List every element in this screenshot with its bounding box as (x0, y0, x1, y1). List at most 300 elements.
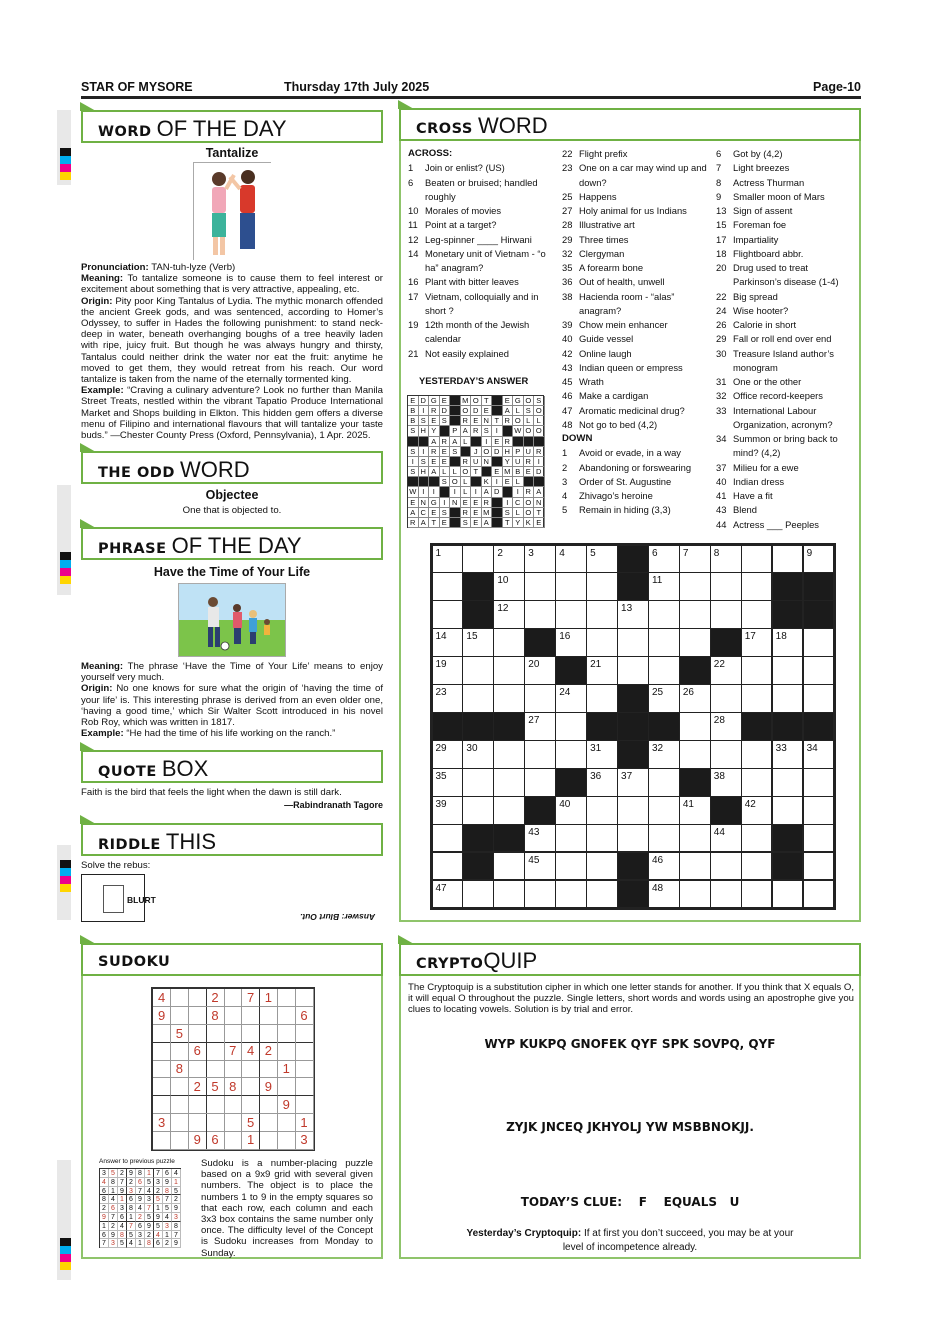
crossword-cell[interactable] (618, 769, 648, 796)
crossword-cell[interactable] (556, 573, 586, 600)
clue-number: 35 (562, 262, 573, 273)
crossword-cell[interactable] (680, 881, 710, 908)
crossword-cell[interactable] (649, 853, 679, 880)
crossword-cell[interactable] (463, 657, 493, 684)
sudoku-cell[interactable]: 1 (278, 1060, 296, 1078)
crossword-cell[interactable] (463, 629, 493, 656)
previous-sudoku-answer (99, 1168, 181, 1248)
crossword-cell[interactable] (494, 685, 524, 712)
sudoku-cell[interactable] (171, 1007, 189, 1025)
sudoku-cell[interactable] (295, 989, 313, 1007)
sudoku-cell[interactable]: 5 (242, 1114, 260, 1132)
previous-sudoku-cell: 1 (100, 1222, 109, 1231)
crossword-cell[interactable] (556, 881, 586, 908)
crossword-cell[interactable] (742, 881, 772, 908)
crossword-cell[interactable] (649, 881, 679, 908)
crossword-cell[interactable] (680, 573, 710, 600)
crossword-cell[interactable] (587, 853, 617, 880)
sudoku-cell[interactable]: 5 (171, 1025, 189, 1043)
sudoku-cell[interactable]: 7 (242, 989, 260, 1007)
crossword-cell[interactable] (433, 769, 463, 796)
sudoku-cell[interactable]: 8 (206, 1007, 224, 1025)
clue-text: Hacienda room - “alas” anagram? (579, 290, 675, 316)
answer-letter: I (419, 406, 430, 416)
answer-letter: N (482, 416, 493, 426)
sudoku-cell[interactable] (206, 1060, 224, 1078)
crossword-cell[interactable] (463, 881, 493, 908)
crossword-cell[interactable] (525, 741, 555, 768)
crossword-cell[interactable] (525, 601, 555, 628)
sudoku-cell[interactable] (224, 1060, 242, 1078)
sudoku-cell[interactable] (189, 1060, 207, 1078)
sudoku-cell[interactable] (242, 1025, 260, 1043)
sudoku-cell[interactable] (189, 1025, 207, 1043)
sudoku-cell[interactable] (153, 1060, 171, 1078)
answer-letter: S (450, 447, 461, 457)
answer-letter: Y (503, 457, 514, 467)
clue-text: Order of St. Augustine (579, 475, 672, 487)
crossword-cell[interactable] (587, 601, 617, 628)
crossword-cell[interactable] (773, 741, 803, 768)
crossword-cell[interactable] (711, 825, 741, 852)
answer-letter: S (419, 416, 430, 426)
crossword-cell[interactable] (711, 769, 741, 796)
down-clue-32 (716, 389, 858, 403)
sudoku-cell[interactable]: 8 (171, 1060, 189, 1078)
crossword-cell[interactable] (463, 797, 493, 824)
sudoku-cell[interactable]: 2 (206, 989, 224, 1007)
crossword-cell[interactable] (587, 685, 617, 712)
crossword-block (773, 713, 803, 740)
sudoku-cell[interactable]: 1 (260, 989, 278, 1007)
previous-sudoku-cell: 7 (172, 1231, 181, 1240)
answer-letter: O (461, 406, 472, 416)
clue-number: 41 (716, 490, 727, 501)
crossword-cell[interactable] (804, 657, 834, 684)
crossword-cell[interactable] (587, 546, 617, 573)
crossword-cell[interactable] (525, 713, 555, 740)
crossword-cell[interactable] (525, 573, 555, 600)
answer-letter: S (482, 426, 493, 436)
crossword-cell[interactable] (804, 546, 834, 573)
sudoku-cell[interactable]: 9 (278, 1096, 296, 1114)
crossword-cell[interactable] (649, 741, 679, 768)
crossword-cell[interactable] (556, 601, 586, 628)
crossword-cell[interactable] (494, 657, 524, 684)
crossword-cell[interactable] (742, 629, 772, 656)
crossword-cell[interactable] (494, 629, 524, 656)
word-of-day-body: Pronunciation: TAN-tuh-lyze (Verb) Meaning: To tantalize someone is to cause them to feel interest or excitement about something that is very attractive, appealing, etc. Origin: Pity poor King Tantalus of Lydia. The mythic monarch offended the ancient Greek gods, and was sentenced, according to Homer’s Odyssey, to suffer in Hades the following punishment: to stand neck-deep in water, beneath overhanging boughs of a tree heavily laden with ripe, juicy fruit. But though he was always hungry and thirsty, Tantalus could neither drink the water nor eat the fruit: anytime he moved to get them, they would retreat from his reach. Our word tantalize is taken from the name of the eternally tormented king. Example: “Craving a culinary adventure? Look no further than Manila Street Treats, nestled within the vibrant Tapatio Produce International Market and Shops building in Elkton. This hidden gem offers a diverse menu of Filipino and international flavours that will tantalize your taste buds.” —Chester County Press (Oxford, Pennsylvania), 1 Apr. 2025. (81, 262, 384, 442)
down-clue-8 (716, 176, 858, 190)
answer-letter: S (408, 467, 419, 477)
answer-letter: I (429, 487, 440, 497)
crossword-cell[interactable] (433, 601, 463, 628)
crossword-cell[interactable] (804, 769, 834, 796)
crossword-cell[interactable] (649, 825, 679, 852)
sudoku-cell[interactable] (206, 1042, 224, 1060)
crossword-cell[interactable] (773, 629, 803, 656)
crossword-cell[interactable] (433, 685, 463, 712)
sudoku-cell[interactable] (295, 1078, 313, 1096)
crossword-cell[interactable] (680, 853, 710, 880)
crossword-cell[interactable] (742, 825, 772, 852)
sudoku-cell[interactable] (242, 1060, 260, 1078)
previous-sudoku-cell: 6 (136, 1178, 145, 1187)
crossword-cell[interactable] (587, 881, 617, 908)
cell-number: 20 (528, 659, 540, 671)
previous-sudoku-cell: 4 (154, 1231, 163, 1240)
answer-letter: S (503, 508, 514, 518)
crossword-cell[interactable] (742, 741, 772, 768)
crossword-cell[interactable] (556, 713, 586, 740)
crossword-cell[interactable] (433, 853, 463, 880)
clue-number: 20 (716, 262, 727, 273)
sudoku-cell[interactable] (171, 989, 189, 1007)
crossword-cell[interactable] (711, 573, 741, 600)
across-clue-42 (562, 347, 710, 361)
sudoku-cell[interactable] (153, 1131, 171, 1149)
registration-marks-3 (60, 860, 71, 892)
previous-sudoku-cell: 9 (163, 1178, 172, 1187)
sudoku-cell[interactable] (171, 1096, 189, 1114)
crossword-cell[interactable] (494, 601, 524, 628)
crossword-cell[interactable] (742, 573, 772, 600)
crossword-cell[interactable] (587, 629, 617, 656)
crossword-cell[interactable] (494, 853, 524, 880)
sudoku-cell[interactable] (153, 1096, 171, 1114)
crossword-cell[interactable] (680, 797, 710, 824)
sudoku-cell[interactable] (224, 1131, 242, 1149)
sudoku-cell[interactable] (206, 1096, 224, 1114)
clue-text: Smaller moon of Mars (733, 190, 825, 202)
crossword-cell[interactable] (711, 546, 741, 573)
crossword-cell[interactable] (433, 573, 463, 600)
sudoku-cell[interactable] (153, 1025, 171, 1043)
crossword-cell[interactable] (711, 741, 741, 768)
clue-number: 32 (562, 247, 573, 259)
sudoku-cell[interactable] (224, 1007, 242, 1025)
crossword-cell[interactable] (773, 797, 803, 824)
sudoku-cell[interactable] (189, 989, 207, 1007)
sudoku-cell[interactable] (153, 1078, 171, 1096)
answer-letter: L (534, 416, 545, 426)
sudoku-cell[interactable] (242, 1078, 260, 1096)
crossword-cell[interactable] (494, 769, 524, 796)
crossword-cell[interactable] (680, 825, 710, 852)
down-clue-22 (716, 290, 858, 304)
sudoku-cell[interactable] (260, 1131, 278, 1149)
crossword-cell[interactable] (804, 741, 834, 768)
sudoku-cell[interactable]: 6 (295, 1007, 313, 1025)
crossword-cell[interactable] (618, 601, 648, 628)
sudoku-cell[interactable] (206, 1025, 224, 1043)
crossword-cell[interactable] (649, 685, 679, 712)
crossword-cell[interactable] (525, 881, 555, 908)
crossword-cell[interactable] (556, 853, 586, 880)
cell-number: 36 (590, 770, 602, 782)
sudoku-cell[interactable] (278, 1131, 296, 1149)
crossword-cell[interactable] (525, 546, 555, 573)
answer-letter: C (513, 498, 524, 508)
sudoku-cell[interactable]: 3 (295, 1131, 313, 1149)
sudoku-cell[interactable]: 8 (224, 1078, 242, 1096)
previous-sudoku-cell: 3 (109, 1239, 118, 1248)
crossword-cell[interactable] (649, 797, 679, 824)
crossword-cell[interactable] (711, 881, 741, 908)
sudoku-cell[interactable]: 2 (189, 1078, 207, 1096)
crossword-cell[interactable] (742, 685, 772, 712)
cell-number: 41 (682, 798, 694, 810)
crossword-cell[interactable] (649, 546, 679, 573)
crossword-cell[interactable] (618, 629, 648, 656)
crossword-cell[interactable] (680, 741, 710, 768)
crossword-cell[interactable] (742, 853, 772, 880)
crossword-cell[interactable] (494, 881, 524, 908)
across-clue-35 (562, 261, 710, 275)
answer-letter: E (524, 467, 535, 477)
crossword-cell[interactable] (773, 685, 803, 712)
crossword-cell[interactable] (711, 853, 741, 880)
crossword-cell[interactable] (742, 657, 772, 684)
sudoku-cell[interactable] (278, 1025, 296, 1043)
previous-sudoku-cell: 8 (172, 1222, 181, 1231)
sudoku-cell[interactable] (295, 1060, 313, 1078)
sudoku-cell[interactable] (189, 1007, 207, 1025)
crossword-cell[interactable] (649, 573, 679, 600)
sudoku-cell[interactable] (295, 1096, 313, 1114)
sudoku-cell[interactable]: 1 (295, 1114, 313, 1132)
sudoku-cell[interactable]: 3 (153, 1114, 171, 1132)
crossword-cell[interactable] (618, 797, 648, 824)
crossword-cell[interactable] (680, 601, 710, 628)
sudoku-cell[interactable] (224, 1114, 242, 1132)
sudoku-cell[interactable] (295, 1042, 313, 1060)
cell-number: 3 (528, 547, 534, 559)
sudoku-cell[interactable] (171, 1042, 189, 1060)
sudoku-cell[interactable]: 9 (153, 1007, 171, 1025)
sudoku-cell[interactable]: 4 (242, 1042, 260, 1060)
crossword-cell[interactable] (649, 629, 679, 656)
answer-letter: G (429, 498, 440, 508)
sudoku-cell[interactable] (224, 1025, 242, 1043)
crossword-cell[interactable] (494, 741, 524, 768)
crossword-cell[interactable] (494, 797, 524, 824)
sudoku-cell[interactable] (189, 1096, 207, 1114)
crossword-cell[interactable] (525, 853, 555, 880)
clue-number: 36 (562, 276, 573, 288)
crossword-cell[interactable] (433, 825, 463, 852)
crossword-cell[interactable] (742, 797, 772, 824)
sudoku-cell[interactable]: 4 (153, 989, 171, 1007)
crossword-cell[interactable] (649, 601, 679, 628)
sudoku-cell[interactable] (278, 1078, 296, 1096)
crossword-cell[interactable] (587, 769, 617, 796)
crossword-cell[interactable] (742, 546, 772, 573)
crossword-cell[interactable] (463, 685, 493, 712)
crossword-cell[interactable] (433, 657, 463, 684)
crossword-cell[interactable] (587, 797, 617, 824)
crossword-cell[interactable] (680, 629, 710, 656)
crossword-cell[interactable] (463, 769, 493, 796)
sudoku-cell[interactable] (153, 1042, 171, 1060)
crossword-cell[interactable] (463, 741, 493, 768)
across-clue-14 (408, 247, 556, 276)
crossword-cell[interactable] (649, 657, 679, 684)
sudoku-cell[interactable] (224, 1096, 242, 1114)
sudoku-cell[interactable]: 6 (206, 1131, 224, 1149)
answer-letter: A (429, 467, 440, 477)
sudoku-cell[interactable]: 2 (260, 1042, 278, 1060)
cell-number: 10 (497, 575, 509, 587)
crossword-cell[interactable] (804, 825, 834, 852)
sudoku-cell[interactable] (206, 1114, 224, 1132)
clue-text: Not easily explained (425, 347, 509, 359)
sudoku-cell[interactable] (171, 1131, 189, 1149)
sudoku-cell[interactable] (278, 1007, 296, 1025)
crossword-cell[interactable] (525, 657, 555, 684)
crossword-cell[interactable] (680, 546, 710, 573)
crossword-cell[interactable] (525, 769, 555, 796)
answer-letter: I (503, 498, 514, 508)
crossword-cell[interactable] (773, 546, 803, 573)
crossword-cell[interactable] (804, 685, 834, 712)
sudoku-cell[interactable] (260, 1007, 278, 1025)
down-clue-3 (562, 475, 710, 489)
answer-letter: S (440, 477, 451, 487)
clue-number: 6 (716, 148, 722, 159)
crossword-cell[interactable] (556, 685, 586, 712)
clue-number: 43 (716, 504, 727, 516)
crossword-cell[interactable] (618, 657, 648, 684)
crossword-title: CROSS WORD (399, 108, 861, 141)
answer-letter: H (503, 447, 514, 457)
sudoku-cell[interactable]: 9 (189, 1131, 207, 1149)
crossword-cell[interactable] (525, 685, 555, 712)
sudoku-cell[interactable] (260, 1114, 278, 1132)
cell-number: 8 (713, 547, 720, 559)
sudoku-cell[interactable]: 7 (224, 1042, 242, 1060)
clue-text: Aromatic medicinal drug? (579, 404, 685, 416)
cell-number: 1 (435, 547, 442, 559)
sudoku-cell[interactable] (278, 1042, 296, 1060)
sudoku-cell[interactable] (260, 1025, 278, 1043)
crossword-cell[interactable] (587, 825, 617, 852)
previous-sudoku-cell: 8 (136, 1169, 145, 1178)
clue-text: Chow mein enhancer (579, 319, 668, 330)
crossword-cell[interactable] (804, 853, 834, 880)
answer-letter: I (513, 487, 524, 497)
crossword-cell[interactable] (433, 546, 463, 573)
cell-number: 5 (590, 547, 596, 559)
previous-sudoku-cell: 2 (100, 1204, 109, 1213)
sudoku-cell[interactable] (242, 1096, 260, 1114)
crossword-cell[interactable] (618, 825, 648, 852)
crossword-cell[interactable] (711, 657, 741, 684)
answer-letter: A (429, 437, 440, 447)
previous-sudoku-cell: 3 (172, 1213, 181, 1222)
crossword-block (711, 629, 741, 656)
answer-letter: K (482, 477, 493, 487)
crossword-cell[interactable] (711, 713, 741, 740)
crossword-cell[interactable] (587, 741, 617, 768)
sudoku-cell[interactable] (295, 1025, 313, 1043)
crossword-cell[interactable] (680, 713, 710, 740)
crossword-cell[interactable] (711, 685, 741, 712)
crossword-cell[interactable] (804, 629, 834, 656)
crossword-cell[interactable] (556, 825, 586, 852)
sudoku-cell[interactable]: 1 (242, 1131, 260, 1149)
page-header (81, 78, 861, 98)
crossword-cell[interactable] (433, 741, 463, 768)
cryptoquip-title: CRYPTOQUIP (399, 943, 861, 976)
crossword-cell[interactable] (804, 881, 834, 908)
answer-letter: E (408, 498, 419, 508)
previous-sudoku-cell: 5 (127, 1231, 136, 1240)
sudoku-cell[interactable] (242, 1007, 260, 1025)
crossword-cell[interactable] (433, 629, 463, 656)
answer-letter: O (524, 508, 535, 518)
crossword-cell[interactable] (463, 546, 493, 573)
crossword-cell[interactable] (680, 685, 710, 712)
crossword-block (773, 825, 803, 852)
crossword-cell[interactable] (742, 601, 772, 628)
sudoku-cell[interactable] (224, 989, 242, 1007)
answer-letter: I (482, 437, 493, 447)
crossword-cell[interactable] (433, 881, 463, 908)
previous-sudoku-cell: 6 (100, 1231, 109, 1240)
sudoku-cell[interactable] (278, 989, 296, 1007)
crossword-block (433, 713, 463, 740)
answer-letter: O (524, 426, 535, 436)
down-clue-1 (562, 446, 710, 460)
sudoku-cell[interactable] (171, 1114, 189, 1132)
sudoku-cell[interactable] (260, 1096, 278, 1114)
sudoku-cell[interactable] (189, 1114, 207, 1132)
cell-number: 29 (435, 742, 447, 754)
answer-block (408, 437, 419, 447)
crossword-cell[interactable] (556, 797, 586, 824)
sudoku-cell[interactable]: 9 (260, 1078, 278, 1096)
sudoku-cell[interactable] (278, 1114, 296, 1132)
crossword-cell[interactable] (587, 657, 617, 684)
crossword-cell[interactable] (433, 797, 463, 824)
previous-sudoku-cell: 7 (145, 1204, 154, 1213)
crossword-cell[interactable] (773, 881, 803, 908)
crossword-block (680, 769, 710, 796)
crossword-cell[interactable] (742, 769, 772, 796)
crossword-cell[interactable] (804, 797, 834, 824)
crossword-cell[interactable] (525, 825, 555, 852)
crossword-cell[interactable] (494, 546, 524, 573)
crossword-cell[interactable] (556, 629, 586, 656)
sudoku-cell[interactable] (260, 1060, 278, 1078)
crossword-cell[interactable] (711, 601, 741, 628)
across-clue-32 (562, 247, 710, 261)
crossword-cell[interactable] (556, 546, 586, 573)
sudoku-cell[interactable]: 5 (206, 1078, 224, 1096)
crossword-cell[interactable] (494, 573, 524, 600)
crossword-cell[interactable] (556, 741, 586, 768)
crossword-cell[interactable] (587, 573, 617, 600)
crossword-cell[interactable] (773, 657, 803, 684)
crossword-cell[interactable] (773, 769, 803, 796)
answer-letter: R (461, 508, 472, 518)
sudoku-cell[interactable] (171, 1078, 189, 1096)
answer-letter: O (482, 447, 493, 457)
crossword-cell[interactable] (649, 769, 679, 796)
sudoku-cell[interactable]: 6 (189, 1042, 207, 1060)
cell-number: 24 (559, 687, 571, 699)
